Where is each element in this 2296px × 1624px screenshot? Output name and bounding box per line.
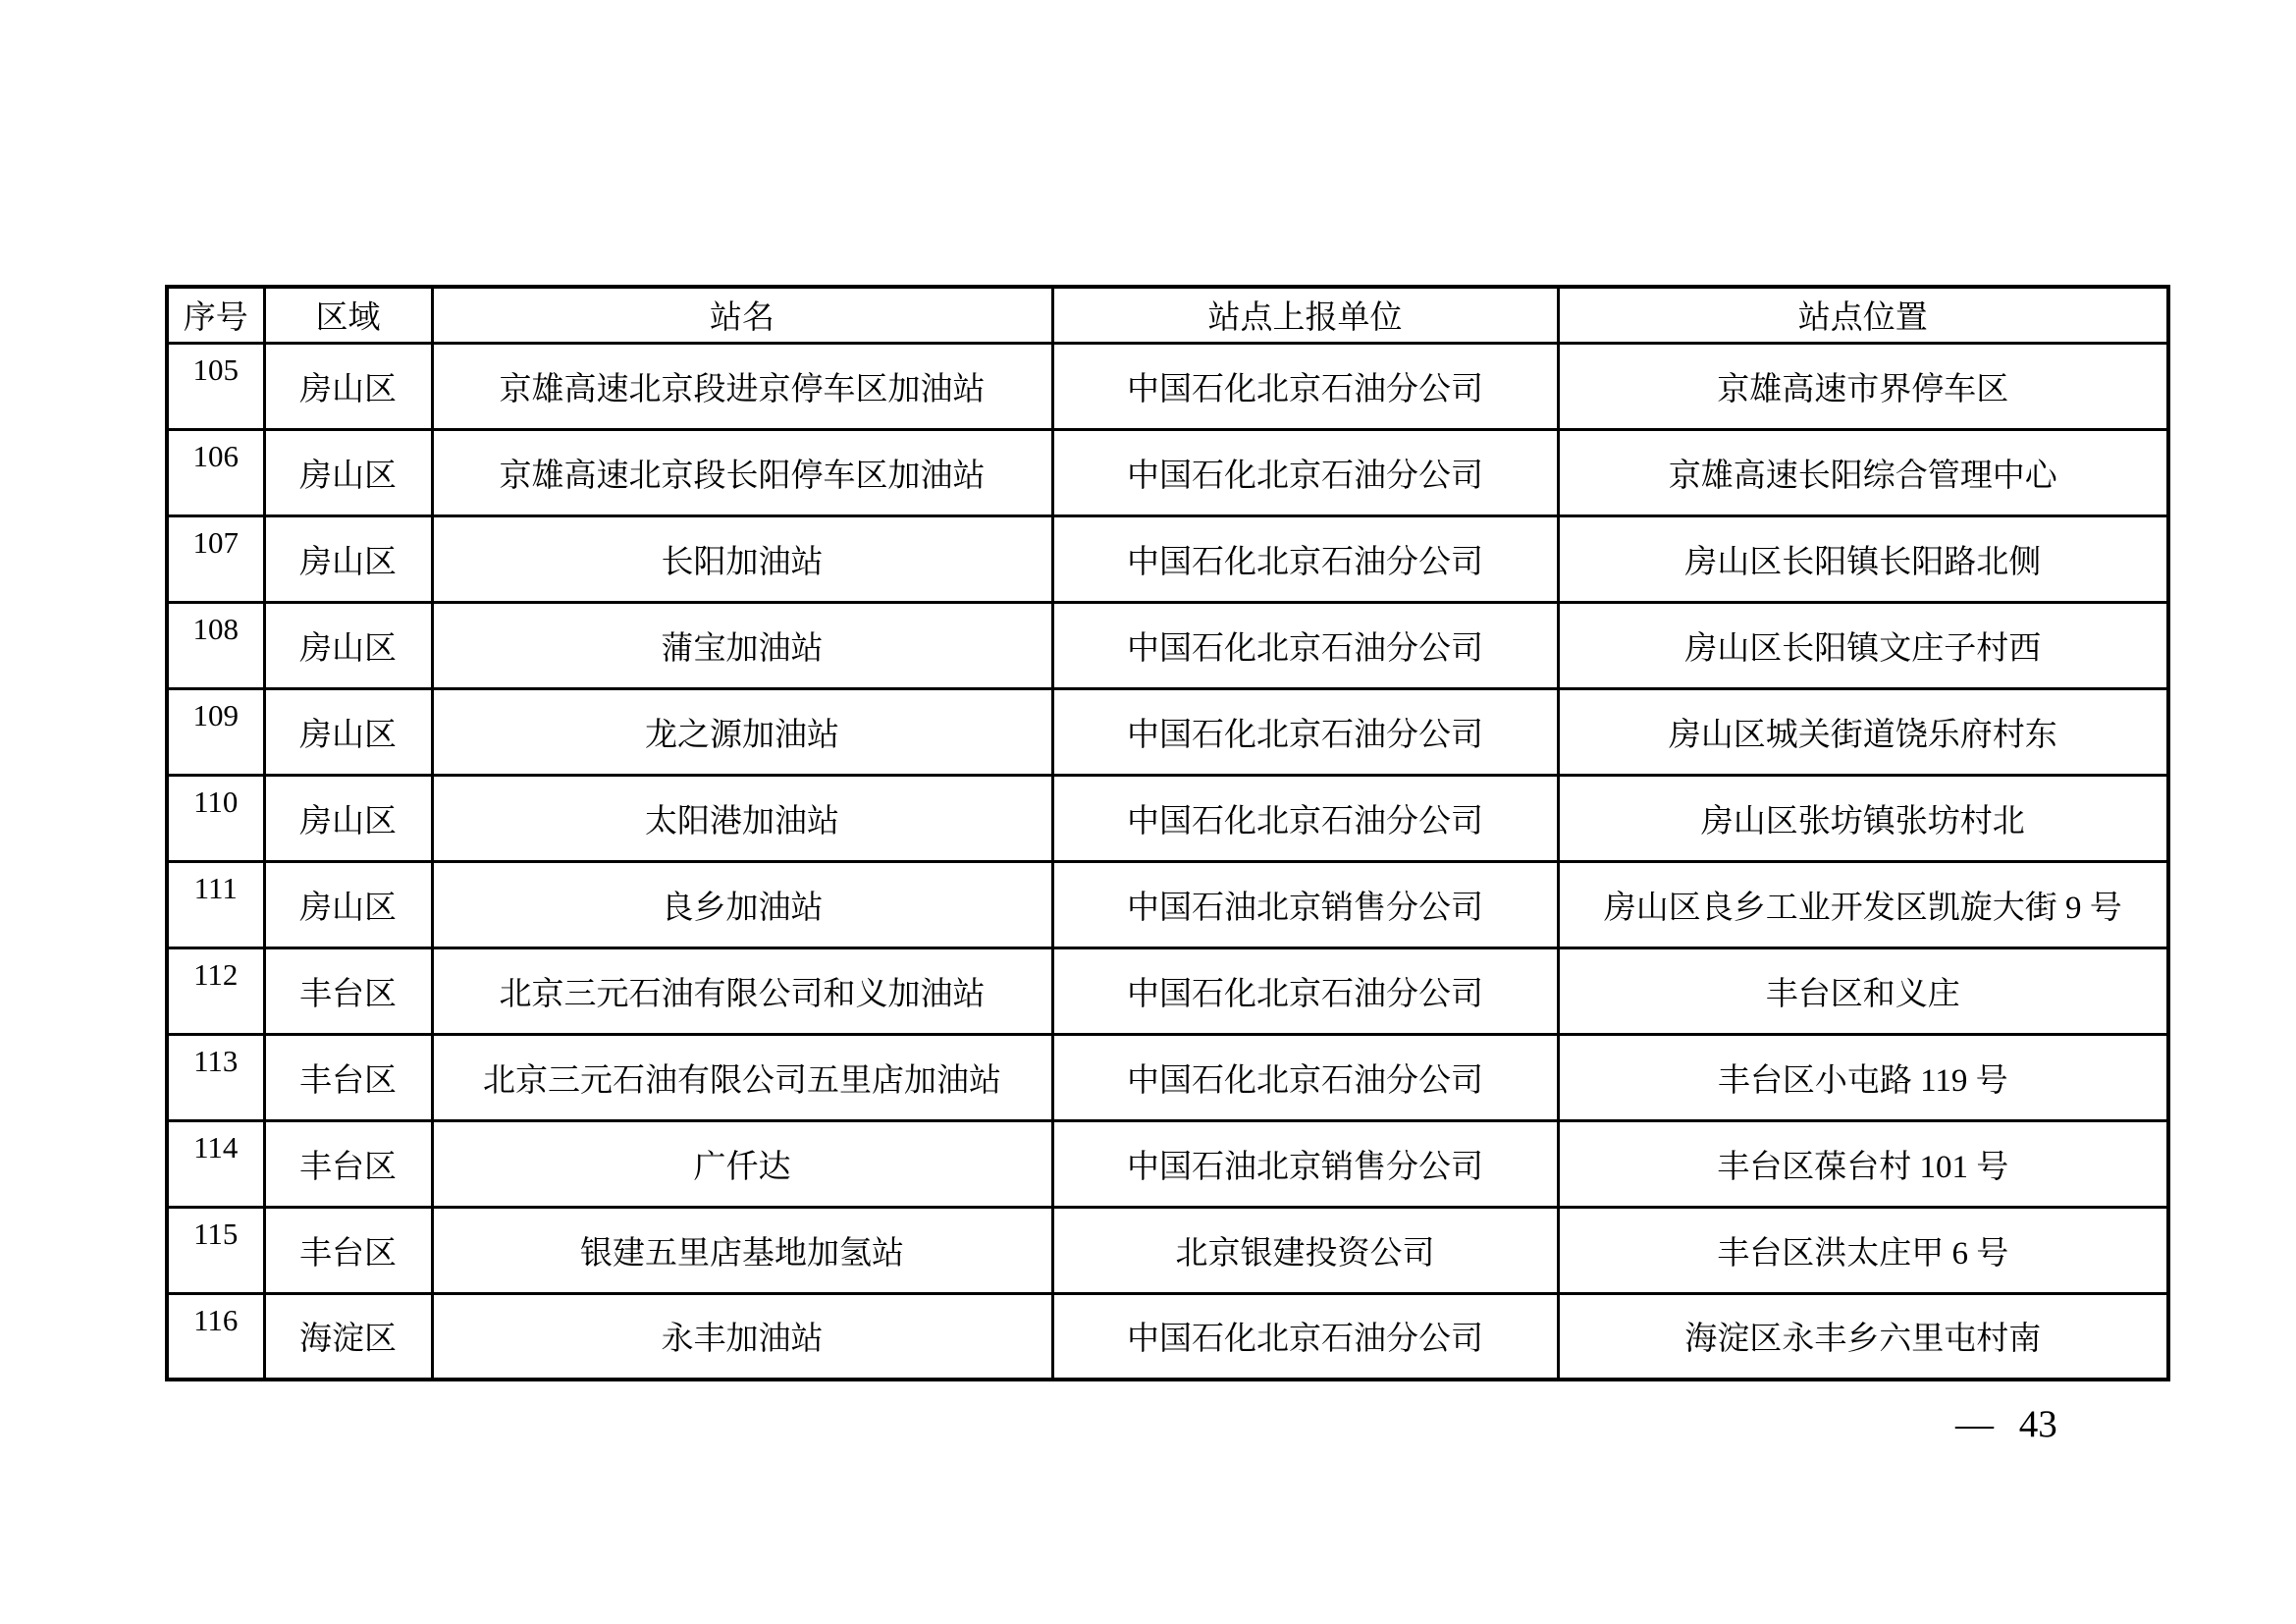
cell-station: 北京三元石油有限公司五里店加油站 <box>432 1034 1052 1120</box>
cell-unit: 中国石化北京石油分公司 <box>1052 343 1558 429</box>
cell-region: 房山区 <box>264 515 432 602</box>
cell-no: 105 <box>167 343 264 429</box>
table-row <box>167 429 2168 515</box>
table-row <box>167 343 2168 429</box>
cell-location: 丰台区小屯路 119 号 <box>1558 1034 2168 1120</box>
cell-unit: 中国石化北京石油分公司 <box>1052 602 1558 688</box>
cell-station: 银建五里店基地加氢站 <box>432 1207 1052 1293</box>
table-row <box>167 775 2168 861</box>
column-header-region: 区域 <box>264 287 432 343</box>
cell-region: 房山区 <box>264 602 432 688</box>
cell-no: 111 <box>167 861 264 947</box>
cell-region: 海淀区 <box>264 1293 432 1380</box>
cell-region: 丰台区 <box>264 1120 432 1207</box>
cell-region: 房山区 <box>264 343 432 429</box>
table-row <box>167 861 2168 947</box>
header-row <box>167 287 2168 343</box>
cell-no: 114 <box>167 1120 264 1207</box>
cell-region: 丰台区 <box>264 1207 432 1293</box>
cell-no: 116 <box>167 1293 264 1380</box>
cell-station: 京雄高速北京段进京停车区加油站 <box>432 343 1052 429</box>
column-header-station: 站名 <box>432 287 1052 343</box>
cell-no: 108 <box>167 602 264 688</box>
cell-station: 永丰加油站 <box>432 1293 1052 1380</box>
cell-region: 房山区 <box>264 775 432 861</box>
cell-no: 112 <box>167 947 264 1034</box>
cell-location: 房山区城关街道饶乐府村东 <box>1558 688 2168 775</box>
cell-location: 房山区良乡工业开发区凯旋大街 9 号 <box>1558 861 2168 947</box>
page-number: — 43 <box>1955 1403 2057 1445</box>
table-row <box>167 1034 2168 1120</box>
table-header <box>167 287 2168 343</box>
cell-location: 京雄高速市界停车区 <box>1558 343 2168 429</box>
cell-no: 115 <box>167 1207 264 1293</box>
table-row <box>167 1207 2168 1293</box>
cell-unit: 中国石化北京石油分公司 <box>1052 1034 1558 1120</box>
cell-location: 海淀区永丰乡六里屯村南 <box>1558 1293 2168 1380</box>
column-header-location: 站点位置 <box>1558 287 2168 343</box>
table-row <box>167 602 2168 688</box>
column-header-no: 序号 <box>167 287 264 343</box>
stations-table <box>165 285 2170 1381</box>
cell-unit: 中国石化北京石油分公司 <box>1052 688 1558 775</box>
cell-station: 长阳加油站 <box>432 515 1052 602</box>
cell-region: 房山区 <box>264 688 432 775</box>
cell-location: 房山区张坊镇张坊村北 <box>1558 775 2168 861</box>
cell-no: 110 <box>167 775 264 861</box>
cell-no: 107 <box>167 515 264 602</box>
cell-region: 丰台区 <box>264 947 432 1034</box>
table-row <box>167 1120 2168 1207</box>
column-header-unit: 站点上报单位 <box>1052 287 1558 343</box>
cell-no: 109 <box>167 688 264 775</box>
cell-station: 龙之源加油站 <box>432 688 1052 775</box>
cell-unit: 中国石化北京石油分公司 <box>1052 1293 1558 1380</box>
cell-location: 丰台区葆台村 101 号 <box>1558 1120 2168 1207</box>
cell-region: 丰台区 <box>264 1034 432 1120</box>
cell-region: 房山区 <box>264 429 432 515</box>
cell-no: 106 <box>167 429 264 515</box>
cell-region: 房山区 <box>264 861 432 947</box>
cell-station: 蒲宝加油站 <box>432 602 1052 688</box>
cell-unit: 中国石化北京石油分公司 <box>1052 515 1558 602</box>
table-row <box>167 515 2168 602</box>
cell-unit: 中国石油北京销售分公司 <box>1052 861 1558 947</box>
cell-unit: 中国石化北京石油分公司 <box>1052 429 1558 515</box>
cell-station: 太阳港加油站 <box>432 775 1052 861</box>
table-body <box>167 343 2168 1380</box>
table-row <box>167 688 2168 775</box>
cell-station: 北京三元石油有限公司和义加油站 <box>432 947 1052 1034</box>
cell-no: 113 <box>167 1034 264 1120</box>
cell-station: 良乡加油站 <box>432 861 1052 947</box>
cell-location: 丰台区洪太庄甲 6 号 <box>1558 1207 2168 1293</box>
cell-unit: 中国石油北京销售分公司 <box>1052 1120 1558 1207</box>
cell-unit: 北京银建投资公司 <box>1052 1207 1558 1293</box>
cell-station: 广仟达 <box>432 1120 1052 1207</box>
table-row <box>167 947 2168 1034</box>
cell-location: 房山区长阳镇长阳路北侧 <box>1558 515 2168 602</box>
cell-location: 丰台区和义庄 <box>1558 947 2168 1034</box>
cell-unit: 中国石化北京石油分公司 <box>1052 775 1558 861</box>
cell-station: 京雄高速北京段长阳停车区加油站 <box>432 429 1052 515</box>
cell-location: 房山区长阳镇文庄子村西 <box>1558 602 2168 688</box>
table-row <box>167 1293 2168 1380</box>
cell-location: 京雄高速长阳综合管理中心 <box>1558 429 2168 515</box>
cell-unit: 中国石化北京石油分公司 <box>1052 947 1558 1034</box>
